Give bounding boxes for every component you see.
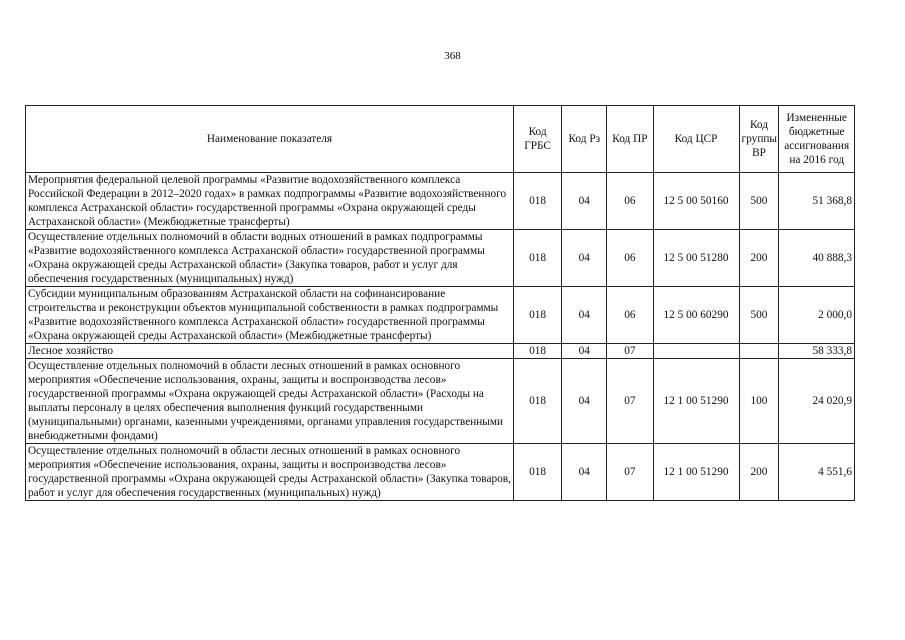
row-name: Субсидии муниципальным образованиям Астраханской области на софинансирование строительства и реконструкции объектов муниципальной собственности в рамках подпрограммы «Развитие водохозяйственного комплекса Астраханской области» государственной программы «Охрана окружающей среды Астраханской области» (Межбюджетные трансферты) — [26, 287, 514, 344]
row-sum: 40 888,3 — [779, 230, 855, 287]
row-grbs: 018 — [513, 287, 561, 344]
row-rz: 04 — [562, 230, 607, 287]
row-vr — [739, 344, 779, 359]
row-csr: 12 5 00 60290 — [653, 287, 739, 344]
row-csr — [653, 344, 739, 359]
row-vr: 200 — [739, 444, 779, 501]
row-name: Осуществление отдельных полномочий в области лесных отношений в рамках основного мероприятия «Обеспечение использования, охраны, защиты и воспроизводства лесов» государственной программы «Охрана окружающей среды Астраханской области» (Расходы на выплаты персоналу в целях обеспечения выполнения функций государственными (муниципальными) органами, казенными учреждениями, органами управления государственными внебюджетными фондами) — [26, 359, 514, 444]
row-name: Мероприятия федеральной целевой программы «Развитие водохозяйственного комплекса Российской Федерации в 2012–2020 годах» в рамках подпрограммы «Развитие водохозяйственного комплекса Астраханской области» государственной программы «Охрана окружающей среды Астраханской области» (Межбюджетные трансферты) — [26, 173, 514, 230]
row-grbs: 018 — [513, 444, 561, 501]
header-sum: Измененные бюджетные ассигнования на 2016 год — [779, 106, 855, 173]
row-sum: 24 020,9 — [779, 359, 855, 444]
page-number: 368 — [444, 50, 461, 62]
row-pr: 07 — [607, 444, 653, 501]
row-grbs: 018 — [513, 344, 561, 359]
row-name: Лесное хозяйство — [26, 344, 514, 359]
row-name: Осуществление отдельных полномочий в области водных отношений в рамках подпрограммы «Развитие водохозяйственного комплекса Астраханской области» государственной программы «Охрана окружающей среды Астраханской области» (Закупка товаров, работ и услуг для обеспечения государственных (муниципальных) нужд) — [26, 230, 514, 287]
header-rz: Код Рз — [562, 106, 607, 173]
table-row — [26, 230, 855, 287]
table-header-row — [26, 106, 855, 173]
row-rz: 04 — [562, 344, 607, 359]
row-rz: 04 — [562, 444, 607, 501]
row-grbs: 018 — [513, 359, 561, 444]
row-name: Осуществление отдельных полномочий в области лесных отношений в рамках основного мероприятия «Обеспечение использования, охраны, защиты и воспроизводства лесов» государственной программы «Охрана окружающей среды Астраханской области» (Закупка товаров, работ и услуг для обеспечения государственных (муниципальных) нужд) — [26, 444, 514, 501]
row-sum: 2 000,0 — [779, 287, 855, 344]
row-pr: 06 — [607, 173, 653, 230]
row-csr: 12 5 00 51280 — [653, 230, 739, 287]
row-sum: 51 368,8 — [779, 173, 855, 230]
row-vr: 500 — [739, 287, 779, 344]
table-row — [26, 287, 855, 344]
table-row — [26, 173, 855, 230]
row-pr: 06 — [607, 230, 653, 287]
header-grbs: Код ГРБС — [513, 106, 561, 173]
table-row — [26, 359, 855, 444]
row-rz: 04 — [562, 173, 607, 230]
row-rz: 04 — [562, 287, 607, 344]
row-grbs: 018 — [513, 230, 561, 287]
row-pr: 07 — [607, 344, 653, 359]
row-vr: 200 — [739, 230, 779, 287]
header-pr: Код ПР — [607, 106, 653, 173]
row-pr: 07 — [607, 359, 653, 444]
row-csr: 12 5 00 50160 — [653, 173, 739, 230]
header-csr: Код ЦСР — [653, 106, 739, 173]
budget-table — [25, 105, 855, 501]
row-rz: 04 — [562, 359, 607, 444]
row-csr: 12 1 00 51290 — [653, 359, 739, 444]
table-row — [26, 344, 855, 359]
row-vr: 500 — [739, 173, 779, 230]
row-sum: 58 333,8 — [779, 344, 855, 359]
table-row — [26, 444, 855, 501]
header-name: Наименование показателя — [26, 106, 514, 173]
row-grbs: 018 — [513, 173, 561, 230]
row-csr: 12 1 00 51290 — [653, 444, 739, 501]
row-pr: 06 — [607, 287, 653, 344]
row-sum: 4 551,6 — [779, 444, 855, 501]
header-vr: Код группы ВР — [739, 106, 779, 173]
row-vr: 100 — [739, 359, 779, 444]
